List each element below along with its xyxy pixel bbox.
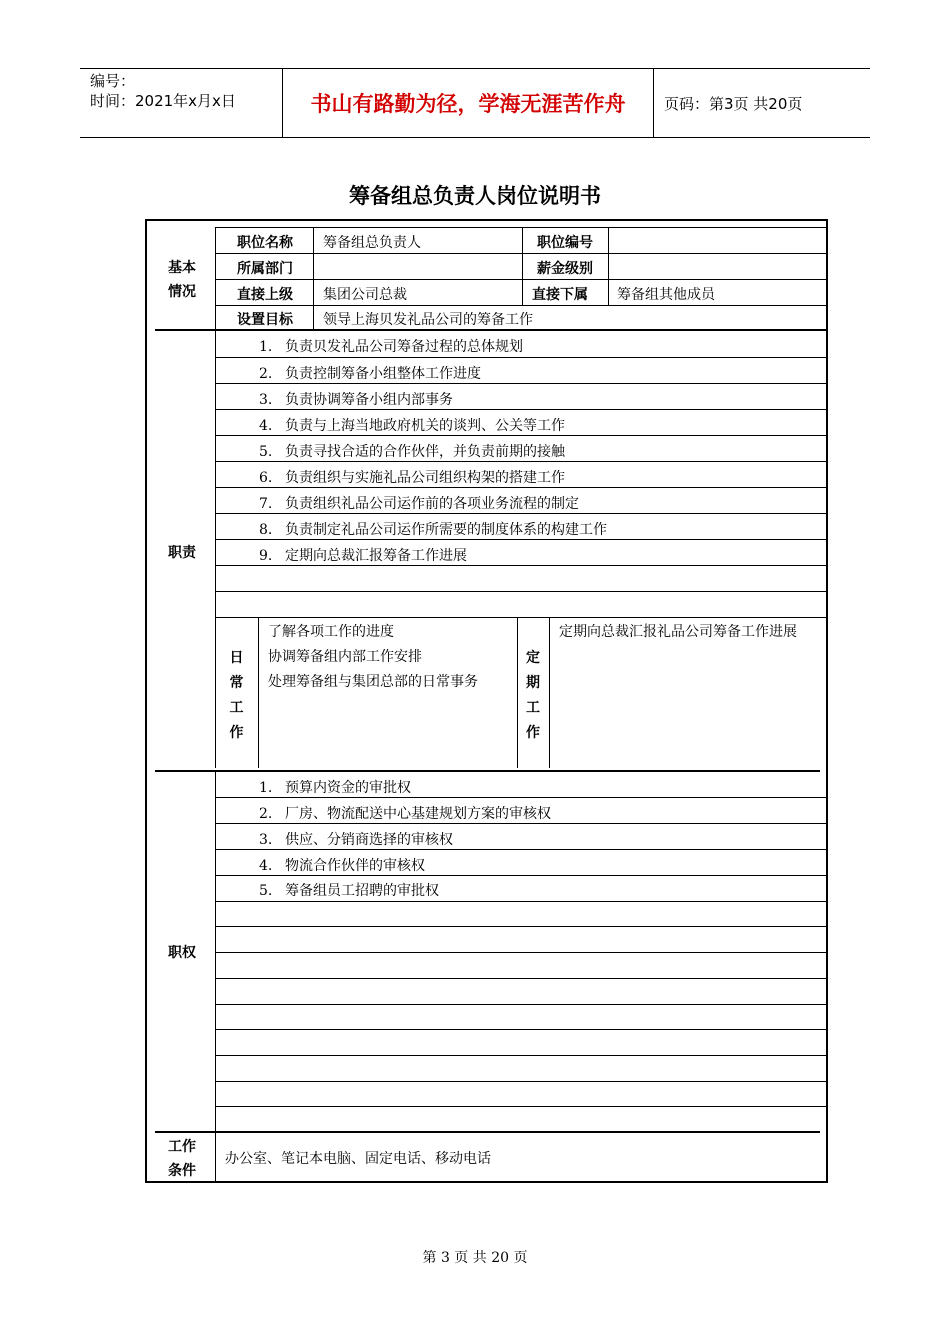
job-description-form [145,219,828,1183]
time-label: 时间：2021年x月x日 [90,92,236,110]
subordinate-value: 筹备组其他成员 [617,287,715,303]
duty-item: 7. 负责组织礼品公司运作前的各项业务流程的制定 [259,496,579,512]
duty-item: 3. 负责协调筹备小组内部事务 [259,392,453,408]
page-footer: 第 3 页 共 20 页 [422,1250,528,1266]
department-label: 所属部门 [237,261,293,277]
goal-value: 领导上海贝发礼品公司的筹备工作 [323,312,533,328]
duty-item: 4. 负责与上海当地政府机关的谈判、公关等工作 [259,418,565,434]
duty-item: 9. 定期向总裁汇报筹备工作进展 [259,548,467,564]
header-page-info: 页码：第3页 共20页 [664,94,803,113]
conditions-section-label: 工作 条件 [168,1139,196,1179]
daily-item: 了解各项工作的进度 [268,624,394,640]
authority-item: 2. 厂房、物流配送中心基建规划方案的审核权 [259,806,551,822]
position-name-label: 职位名称 [237,235,293,251]
conditions-value: 办公室、笔记本电脑、固定电话、移动电话 [225,1151,491,1167]
daily-item: 协调筹备组内部工作安排 [268,649,422,665]
subordinate-label: 直接下属 [532,287,588,303]
authority-item: 3. 供应、分销商选择的审核权 [259,832,453,848]
duty-item: 5. 负责寻找合适的合作伙伴，并负责前期的接触 [259,444,565,460]
authority-item: 1. 预算内资金的审批权 [259,780,411,796]
daily-work-list [268,620,478,695]
authority-section-label: 职权 [168,945,196,961]
superior-label: 直接上级 [237,287,293,303]
periodic-work-list [559,620,797,645]
page-header [80,68,870,138]
position-name-value: 筹备组总负责人 [323,235,421,251]
duty-item: 6. 负责组织与实施礼品公司组织构架的搭建工作 [259,470,565,486]
header-meta [80,69,283,137]
daily-work-label: 日 常 工 作 [229,650,244,741]
document-title: 筹备组总负责人岗位说明书 [349,184,601,208]
goal-label: 设置目标 [237,312,293,328]
authority-item: 4. 物流合作伙伴的审核权 [259,858,425,874]
salary-label: 薪金级别 [537,261,593,277]
periodic-item: 定期向总裁汇报礼品公司筹备工作进展 [559,624,797,640]
code-label: 编号： [90,72,136,90]
superior-value: 集团公司总裁 [323,287,407,303]
position-code-label: 职位编号 [537,235,593,251]
daily-item: 处理筹备组与集团总部的日常事务 [268,674,478,690]
periodic-work-label: 定 期 工 作 [526,650,540,741]
duty-item: 2. 负责控制筹备小组整体工作进度 [259,366,481,382]
duties-section-label: 职责 [168,545,196,561]
authority-item: 5. 筹备组员工招聘的审批权 [259,883,439,899]
duty-item: 8. 负责制定礼品公司运作所需要的制度体系的构建工作 [259,522,607,538]
header-motto: 书山有路勤为径，学海无涯苦作舟 [283,69,654,137]
duty-item: 1. 负责贝发礼品公司筹备过程的总体规划 [259,339,523,355]
basic-section-label: 基本 情况 [168,260,196,300]
